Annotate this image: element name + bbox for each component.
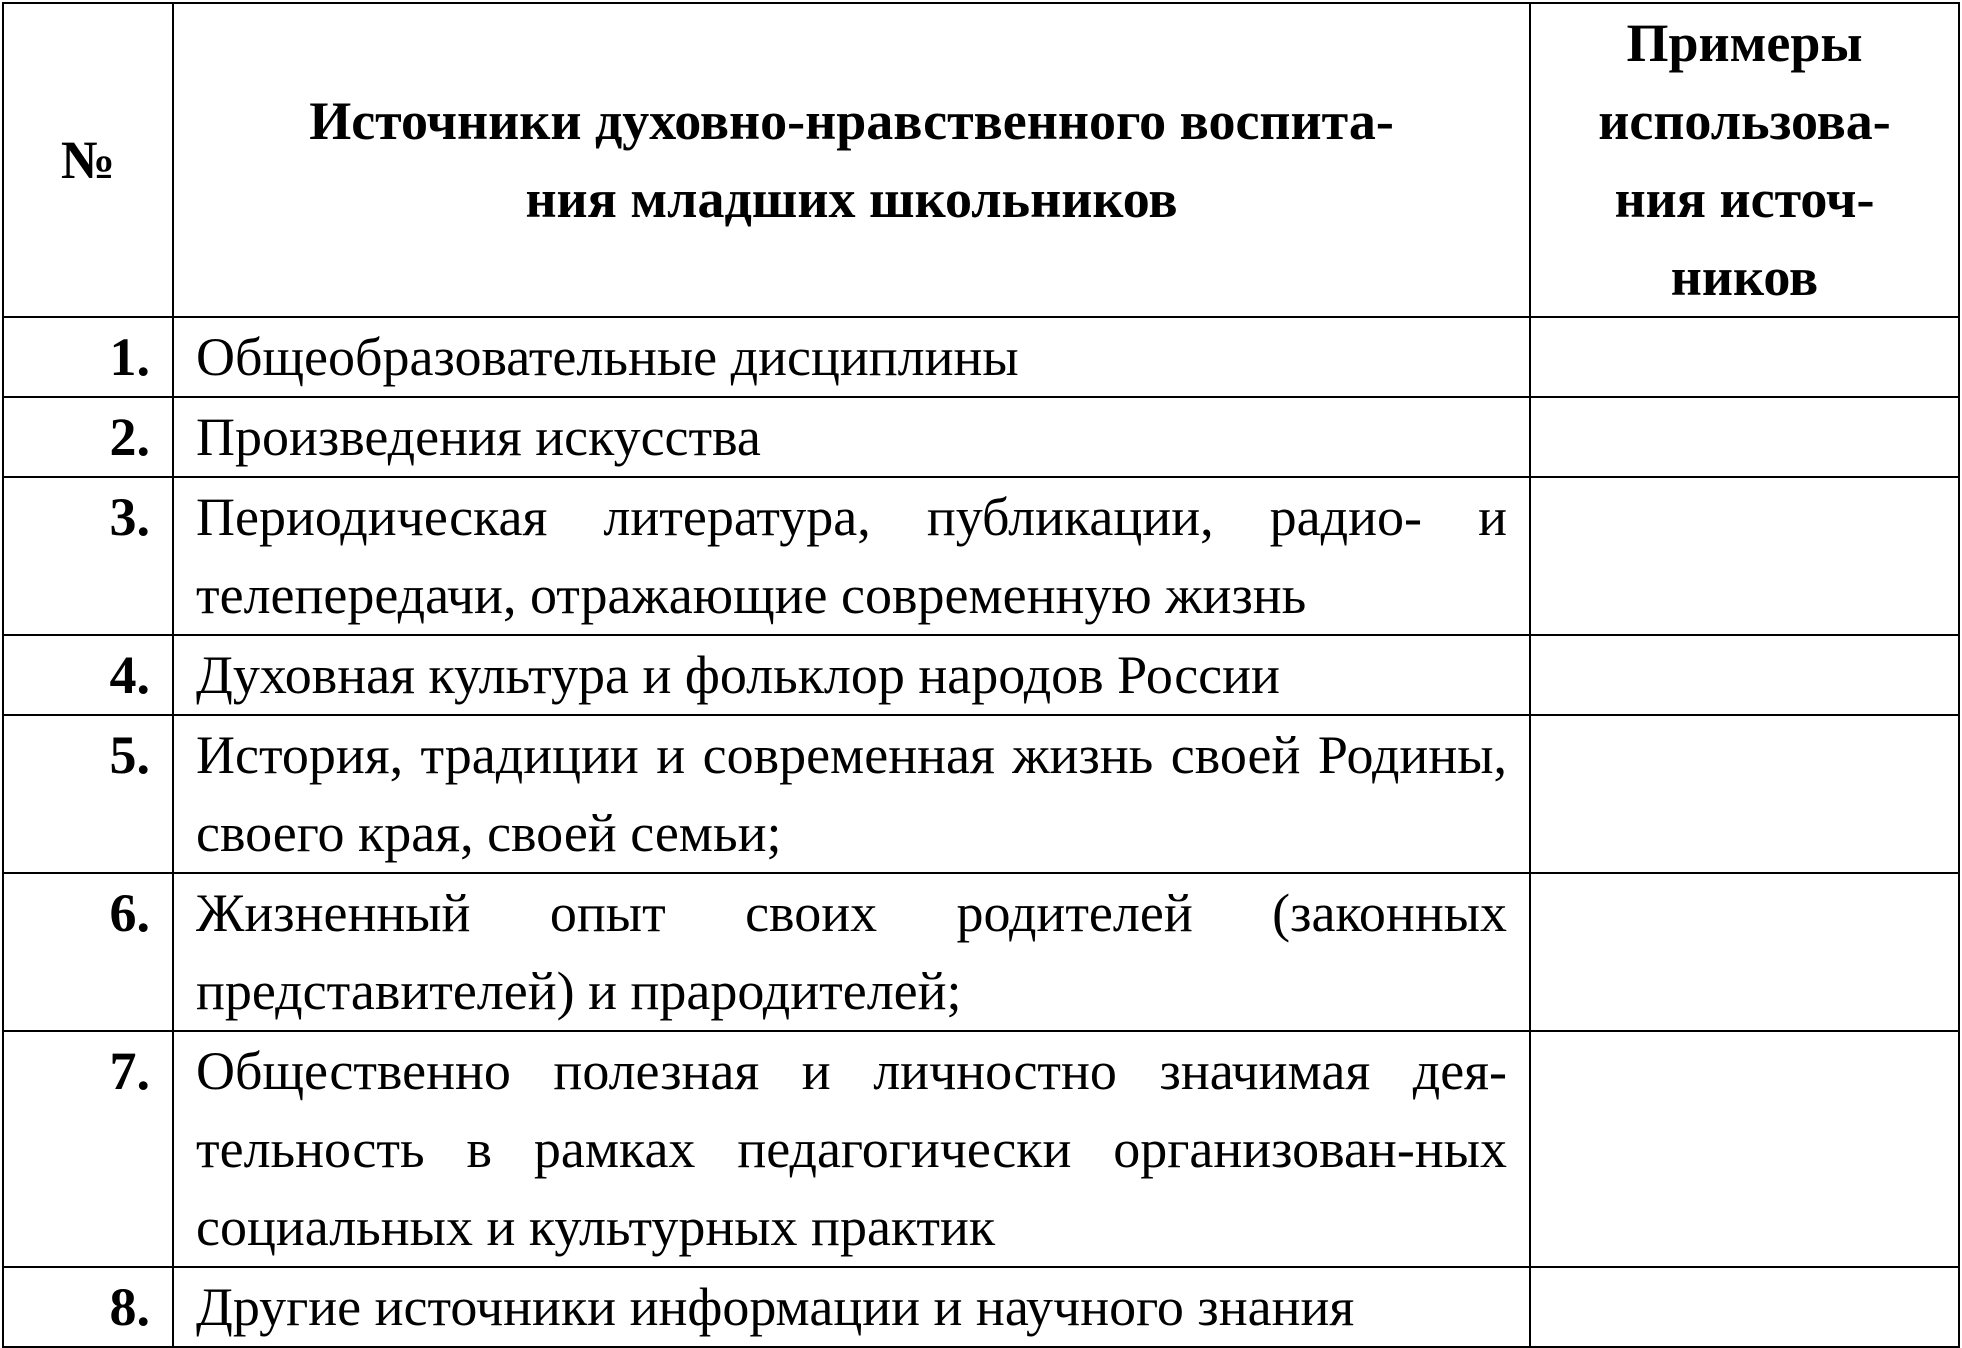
table-row — [3, 397, 1959, 477]
header-text-line: ния источ- — [1614, 169, 1875, 229]
row-example-cell[interactable] — [1530, 477, 1959, 635]
sources-table — [2, 2, 1960, 1348]
row-source: Другие источники информации и научного знания — [173, 1267, 1530, 1347]
table-row — [3, 317, 1959, 397]
header-examples-text — [1531, 4, 1958, 316]
header-text-line: Источники духовно-нравственного воспита- — [309, 91, 1394, 151]
row-source: Общеобразовательные дисциплины — [173, 317, 1530, 397]
row-number: 4. — [3, 635, 173, 715]
header-text-line: ния младших школьников — [525, 169, 1178, 229]
table-row — [3, 1267, 1959, 1347]
row-number: 7. — [3, 1031, 173, 1267]
header-text-line: использова- — [1598, 91, 1891, 151]
row-example-cell[interactable] — [1530, 1267, 1959, 1347]
row-example-cell[interactable] — [1530, 1031, 1959, 1267]
header-text-line: Примеры — [1626, 13, 1863, 73]
table-row — [3, 477, 1959, 635]
header-text-line: ников — [1670, 247, 1819, 307]
row-source: Жизненный опыт своих родителей (законных представителей) и прародителей; — [173, 873, 1530, 1031]
row-source: Общественно полезная и личностно значимая дея-тельность в рамках педагогически организован-ных социальных и культурных практик — [173, 1031, 1530, 1267]
row-source: Произведения искусства — [173, 397, 1530, 477]
row-number: 3. — [3, 477, 173, 635]
row-number: 8. — [3, 1267, 173, 1347]
row-source: История, традиции и современная жизнь своей Родины, своего края, своей семьи; — [173, 715, 1530, 873]
row-number: 2. — [3, 397, 173, 477]
table-header-row — [3, 3, 1959, 317]
table-row — [3, 635, 1959, 715]
row-example-cell[interactable] — [1530, 715, 1959, 873]
header-sources-text — [174, 82, 1529, 238]
table-row — [3, 715, 1959, 873]
table-row — [3, 873, 1959, 1031]
table-row — [3, 1031, 1959, 1267]
header-number: № — [3, 3, 173, 317]
row-example-cell[interactable] — [1530, 317, 1959, 397]
row-source: Духовная культура и фольклор народов России — [173, 635, 1530, 715]
row-example-cell[interactable] — [1530, 635, 1959, 715]
row-number: 5. — [3, 715, 173, 873]
row-number: 1. — [3, 317, 173, 397]
header-sources — [173, 3, 1530, 317]
row-source: Периодическая литература, публикации, радио- и телепередачи, отражающие современную жизнь — [173, 477, 1530, 635]
header-examples — [1530, 3, 1959, 317]
row-number: 6. — [3, 873, 173, 1031]
row-example-cell[interactable] — [1530, 397, 1959, 477]
row-example-cell[interactable] — [1530, 873, 1959, 1031]
